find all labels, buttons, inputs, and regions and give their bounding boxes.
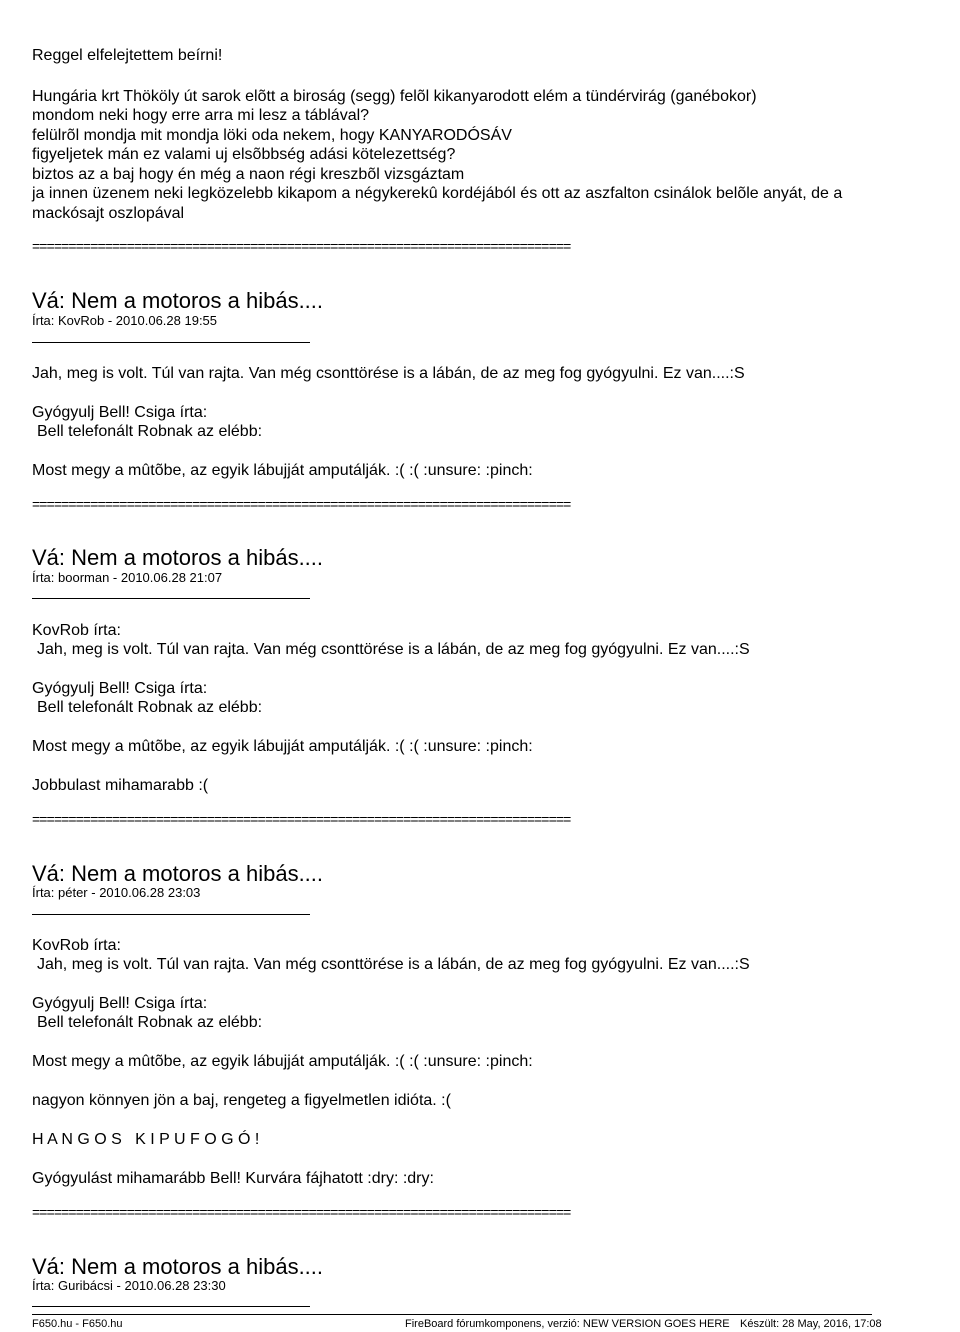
post-separator: ========================================================================== [32, 496, 571, 512]
post-divider [32, 598, 310, 599]
post-title: Vá: Nem a motoros a hibás.... [32, 545, 324, 570]
post-divider [32, 1306, 310, 1307]
intro-line: ja innen üzenem neki legközelebb kikapom a négykerekû kordéjából és ott az aszfalton csinálok belõle anyát, de a [32, 185, 843, 202]
post-line: Most megy a mûtõbe, az egyik lábujját amputálják. :( :( :unsure: :pinch: [32, 1053, 533, 1070]
quote-line: Bell telefonált Robnak az elébb: [37, 1014, 263, 1031]
post-line: nagyon könnyen jön a baj, rengeteg a figyelmetlen idióta. :( [32, 1092, 451, 1109]
post-divider [32, 914, 310, 915]
post-separator: ========================================================================== [32, 238, 571, 254]
post-line: Gyógyulást mihamarább Bell! Kurvára fájhatott :dry: :dry: [32, 1170, 434, 1187]
post-title: Vá: Nem a motoros a hibás.... [32, 861, 324, 886]
post-line: Gyógyulj Bell! Csiga írta: [32, 680, 208, 697]
quote-line: Jah, meg is volt. Túl van rajta. Van még csonttörése is a lábán, de az meg fog gyógyulni. Ez van....:S [37, 641, 750, 658]
intro-line: felülrõl mondja mit mondja löki oda nekem, hogy KANYARODÓSÁV [32, 127, 512, 144]
post-meta: Írta: KovRob - 2010.06.28 19:55 [32, 313, 218, 328]
footer-generated: Készült: 28 May, 2016, 17:08 [740, 1318, 882, 1330]
post-line: Gyógyulj Bell! Csiga írta: [32, 995, 208, 1012]
post-line: Jah, meg is volt. Túl van rajta. Van még csonttörése is a lábán, de az meg fog gyógyulni. Ez van....:S [32, 365, 745, 382]
post-line: Most megy a mûtõbe, az egyik lábujját amputálják. :( :( :unsure: :pinch: [32, 462, 533, 479]
post-separator: ========================================================================== [32, 811, 571, 827]
post-line: H A N G O S K I P U F O G Ó ! [32, 1131, 260, 1148]
footer-divider [32, 1314, 872, 1315]
post-line: Jobbulast mihamarabb :( [32, 777, 209, 794]
quote-line: Bell telefonált Robnak az elébb: [37, 423, 263, 440]
post-meta: Írta: boorman - 2010.06.28 21:07 [32, 570, 223, 585]
intro-line: Reggel elfelejtettem beírni! [32, 47, 223, 64]
post-separator: ========================================================================== [32, 1204, 571, 1220]
post-meta: Írta: Guribácsi - 2010.06.28 23:30 [32, 1278, 226, 1293]
post-meta: Írta: péter - 2010.06.28 23:03 [32, 885, 201, 900]
intro-line: figyeljetek mán ez valami uj elsõbbség adási kötelezettség? [32, 146, 456, 163]
post-title: Vá: Nem a motoros a hibás.... [32, 288, 324, 313]
quote-line: Bell telefonált Robnak az elébb: [37, 699, 263, 716]
post-line: KovRob írta: [32, 622, 121, 639]
intro-line: biztos az a baj hogy én még a naon régi kreszbõl vizsgáztam [32, 166, 465, 183]
post-divider [32, 342, 310, 343]
post-line: KovRob írta: [32, 937, 121, 954]
post-line: Gyógyulj Bell! Csiga írta: [32, 404, 208, 421]
footer-component: FireBoard fórumkomponens, verzió: NEW VERSION GOES HERE [405, 1318, 730, 1330]
footer-site: F650.hu - F650.hu [32, 1318, 123, 1330]
intro-line: mackósajt oszlopával [32, 205, 185, 222]
post-line: Most megy a mûtõbe, az egyik lábujját amputálják. :( :( :unsure: :pinch: [32, 738, 533, 755]
quote-line: Jah, meg is volt. Túl van rajta. Van még csonttörése is a lábán, de az meg fog gyógyulni. Ez van....:S [37, 956, 750, 973]
intro-line: mondom neki hogy erre arra mi lesz a táblával? [32, 107, 370, 124]
post-title: Vá: Nem a motoros a hibás.... [32, 1254, 324, 1279]
intro-line: Hungária krt Thököly út sarok elõtt a biroság (segg) felõl kikanyarodott elém a tündérvirág (ganébokor) [32, 88, 757, 105]
